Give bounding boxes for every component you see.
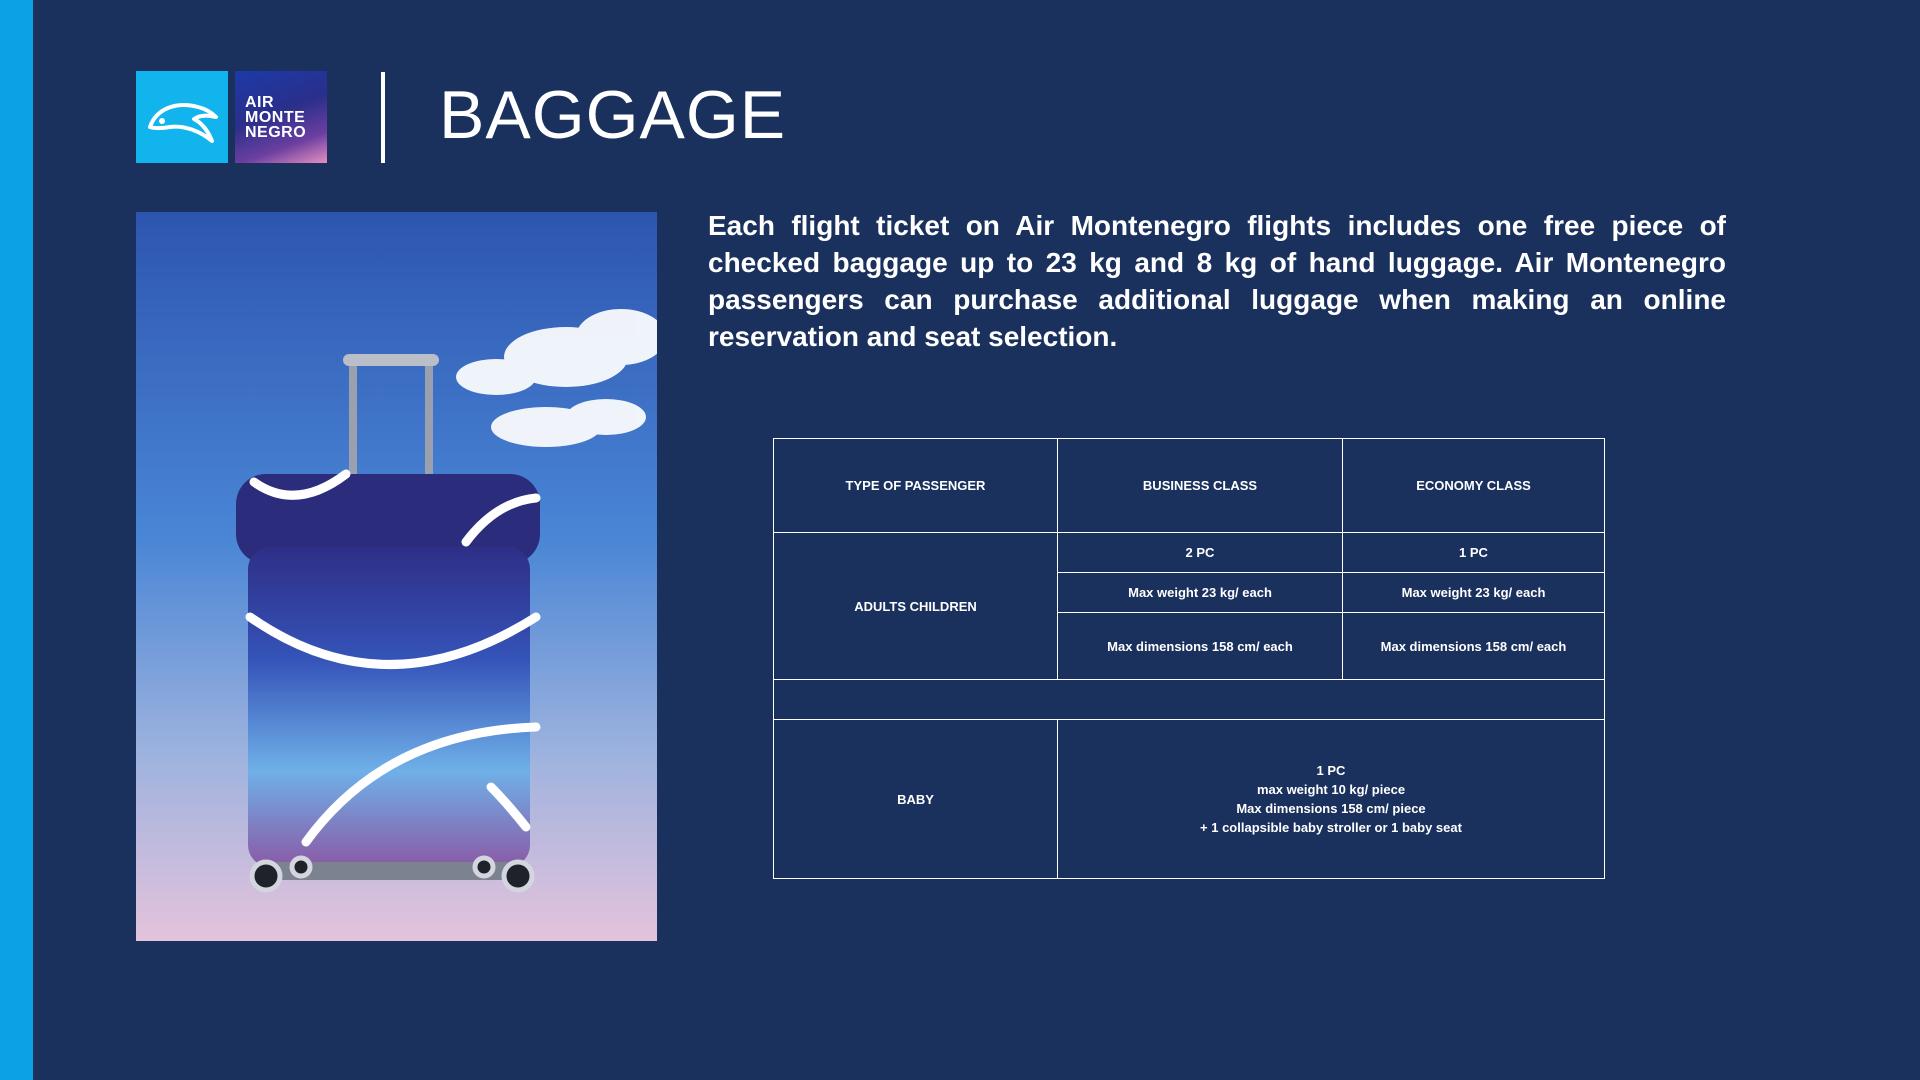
baby-line: Max dimensions 158 cm/ piece bbox=[1236, 801, 1426, 816]
baby-allowance bbox=[1058, 720, 1605, 879]
baggage-allowance-table bbox=[773, 438, 1605, 879]
table-spacer-row bbox=[774, 680, 1605, 720]
economy-dimensions: Max dimensions 158 cm/ each bbox=[1343, 613, 1605, 680]
business-dimensions: Max dimensions 158 cm/ each bbox=[1058, 613, 1343, 680]
baby-line: 1 PC bbox=[1316, 763, 1346, 778]
logo-line: AIR bbox=[245, 93, 275, 111]
header-business-class: BUSINESS CLASS bbox=[1058, 439, 1343, 533]
business-pieces: 2 PC bbox=[1058, 533, 1343, 573]
air-montenegro-logo bbox=[136, 71, 327, 163]
logo-line: NEGRO bbox=[245, 123, 307, 141]
header-passenger-type: TYPE OF PASSENGER bbox=[774, 439, 1058, 533]
title-divider bbox=[381, 72, 385, 163]
table-row bbox=[774, 533, 1605, 573]
baby-line: max weight 10 kg/ piece bbox=[1256, 782, 1406, 797]
table-row bbox=[774, 720, 1605, 879]
logo-wordmark bbox=[235, 71, 327, 163]
empty-cell bbox=[774, 680, 1605, 720]
accent-stripe bbox=[0, 0, 33, 1080]
economy-pieces: 1 PC bbox=[1343, 533, 1605, 573]
business-weight: Max weight 23 kg/ each bbox=[1058, 573, 1343, 613]
page-title: BAGGAGE bbox=[439, 77, 787, 153]
adults-children-label: ADULTS CHILDREN bbox=[774, 533, 1058, 680]
baggage-intro-text: Each flight ticket on Air Montenegro flights includes one free piece of checked baggage up to 23 kg and 8 kg of hand luggage. Air Montenegro passengers can purchase additional luggage when making an online reservation and seat selection. bbox=[708, 210, 1726, 352]
baby-line: + 1 collapsible baby stroller or 1 baby seat bbox=[1200, 820, 1462, 835]
economy-weight: Max weight 23 kg/ each bbox=[1343, 573, 1605, 613]
table-header-row bbox=[774, 439, 1605, 533]
baby-label: BABY bbox=[774, 720, 1058, 879]
suitcase-image bbox=[136, 212, 657, 941]
logo-line: MONTE bbox=[245, 108, 306, 126]
header-economy-class: ECONOMY CLASS bbox=[1343, 439, 1605, 533]
eagle-icon bbox=[136, 71, 228, 163]
